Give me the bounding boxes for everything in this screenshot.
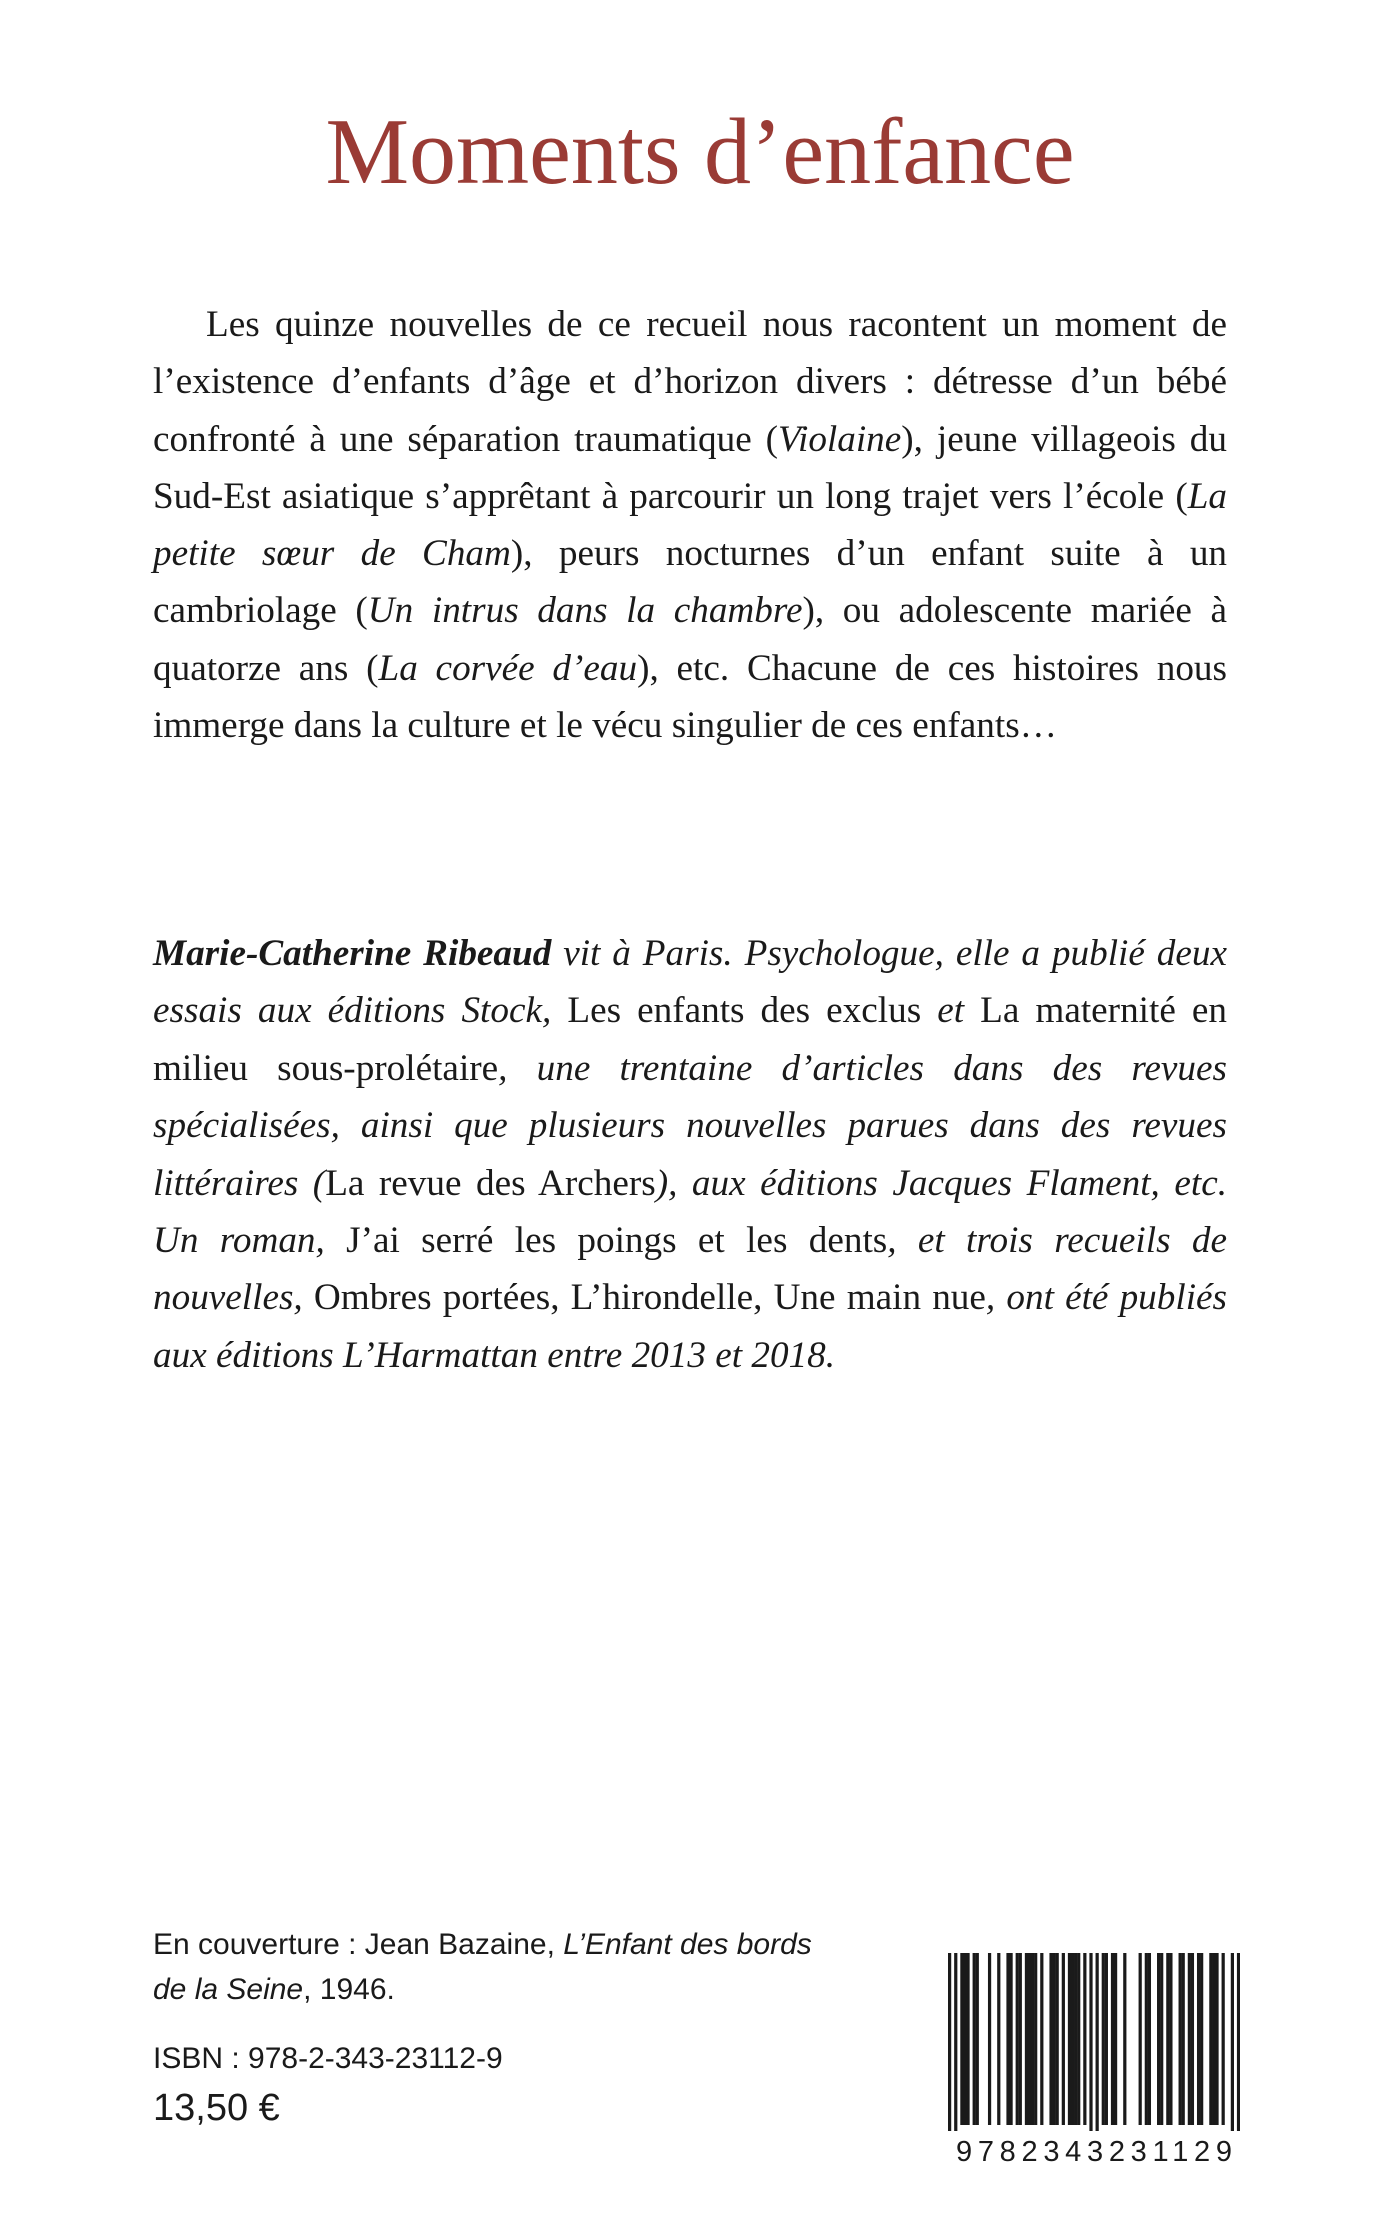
barcode-bar	[1034, 1953, 1037, 2125]
barcode-bar	[1123, 1953, 1126, 2125]
barcode-bar	[1053, 1953, 1056, 2125]
barcode-bar	[1222, 1953, 1225, 2125]
barcode-bar	[1040, 1953, 1043, 2125]
barcode-bar	[1077, 1953, 1080, 2125]
bio-text: , et trois recueils de nouvelles,	[153, 1220, 1227, 1319]
barcode-bar	[1006, 1953, 1009, 2125]
barcode-bar	[1157, 1953, 1160, 2125]
work-title: Ombres portées, L’hirondelle, Une main nue	[313, 1277, 986, 1319]
summary-text: ), jeune villageois du Sud-Est asiatique s’apprêtant à parcourir un long trajet vers l’école (	[153, 418, 1227, 517]
barcode-bar	[1031, 1953, 1034, 2125]
barcode-bar	[1191, 1953, 1194, 2125]
barcode-bar	[1068, 1953, 1071, 2125]
barcode-bar	[1148, 1953, 1151, 2125]
barcode-bar	[1200, 1953, 1203, 2125]
barcode-bar	[1231, 1953, 1234, 2131]
barcode-bar	[1209, 1953, 1212, 2125]
barcode-bar	[1215, 1953, 1218, 2125]
barcode-bar	[1188, 1953, 1191, 2125]
barcode-bar	[1166, 1953, 1169, 2125]
barcode-bar	[997, 1953, 1000, 2125]
story-title: Un intrus dans la chambre	[367, 590, 803, 632]
barcode-bar	[1102, 1953, 1105, 2125]
barcode-bar	[1083, 1953, 1086, 2125]
barcode-bar	[963, 1953, 966, 2125]
barcode-bar	[973, 1953, 976, 2125]
story-title: La petite sœur de Cham	[153, 475, 1227, 575]
barcode-bar	[966, 1953, 969, 2125]
author-bio	[153, 925, 1227, 1384]
barcode-bar	[1114, 1953, 1117, 2125]
barcode-bar	[1089, 1953, 1092, 2131]
work-title: Les enfants des exclus	[567, 990, 922, 1032]
bio-text: ), aux éditions Jacques Flament, etc. Un roman,	[153, 1162, 1227, 1262]
summary-text: Les quinze nouvelles de ce recueil nous racontent un moment de l’existence d’enfants d’âge et d’horizon divers : détresse d’un bébé confronté à une séparation traumatique (	[153, 304, 1227, 460]
barcode-bar	[1197, 1953, 1200, 2125]
barcode-bar	[1096, 1953, 1099, 2131]
artwork-title: L’Enfant des bords de la Seine	[153, 1928, 812, 2006]
story-title: La corvée d’eau	[378, 647, 638, 689]
barcode-bar	[1212, 1953, 1215, 2125]
barcode-bar	[1016, 1953, 1019, 2125]
barcode-bar	[948, 1953, 951, 2131]
barcode-graphic	[948, 1953, 1240, 2166]
barcode-bar	[1179, 1953, 1182, 2125]
price: 13,50 €	[153, 2087, 280, 2129]
barcode-bar	[1160, 1953, 1163, 2125]
work-title: La maternité en milieu sous-prolétaire	[153, 990, 1227, 1089]
summary-text: ), etc. Chacune de ces histoires nous immerge dans la culture et le vécu singulier de ces enfants…	[153, 647, 1227, 747]
bio-text: , ont été publiés aux éditions L’Harmattan entre 2013 et 2018.	[153, 1277, 1228, 1376]
barcode-bar	[1169, 1953, 1172, 2125]
summary-text: ), ou adolescente mariée à quatorze ans (	[153, 590, 1227, 689]
barcode-bar	[976, 1953, 979, 2125]
barcode-bar	[1071, 1953, 1074, 2125]
author-name: Marie-Catherine Ribeaud	[153, 933, 552, 974]
work-title: J’ai serré les poings et les dents	[346, 1220, 888, 1262]
book-title: Moments d’enfance	[325, 100, 1075, 204]
summary-paragraph	[153, 296, 1227, 754]
bio-text: , une trentaine d’articles dans des revues spécialisées, ainsi que plusieurs nouvelles parues dans des revues littéraires (	[153, 1047, 1227, 1204]
barcode-bar	[1028, 1953, 1031, 2125]
summary-text: ), peurs nocturnes d’un enfant suite à un cambriolage (	[153, 533, 1228, 632]
barcode-bar	[1019, 1953, 1022, 2125]
barcode-bar	[988, 1953, 991, 2125]
barcode-bar	[1056, 1953, 1059, 2125]
barcode-bar	[1105, 1953, 1108, 2125]
barcode-bar	[1111, 1953, 1114, 2125]
cover-credit	[153, 1922, 813, 2012]
barcode-bar	[954, 1953, 957, 2131]
barcode-bar	[1145, 1953, 1148, 2125]
barcode-bar	[1009, 1953, 1012, 2125]
barcode-bar	[1025, 1953, 1028, 2125]
barcode-bar	[960, 1953, 963, 2125]
barcode-bar	[1139, 1953, 1142, 2125]
work-title: La revue des Archers	[325, 1162, 656, 1204]
barcode-digits: 9782343231129	[956, 2136, 1232, 2166]
barcode-bar	[1237, 1953, 1240, 2131]
barcode-bar	[1182, 1953, 1185, 2125]
bio-text: vit à Paris. Psychologue, elle a publié deux essais aux éditions Stock,	[153, 933, 1227, 1032]
story-title: Violaine	[778, 418, 902, 460]
barcode-icon	[948, 1953, 1240, 2166]
barcode-bar	[1062, 1953, 1065, 2125]
barcode-bar	[1074, 1953, 1077, 2125]
barcode-bar	[1049, 1953, 1052, 2125]
credit-prefix: En couverture : Jean Bazaine,	[153, 1928, 564, 1961]
isbn: ISBN : 978-2-343-23112-9	[153, 2042, 503, 2075]
credit-suffix: , 1946.	[303, 1973, 395, 2006]
bio-text: et	[921, 990, 981, 1032]
